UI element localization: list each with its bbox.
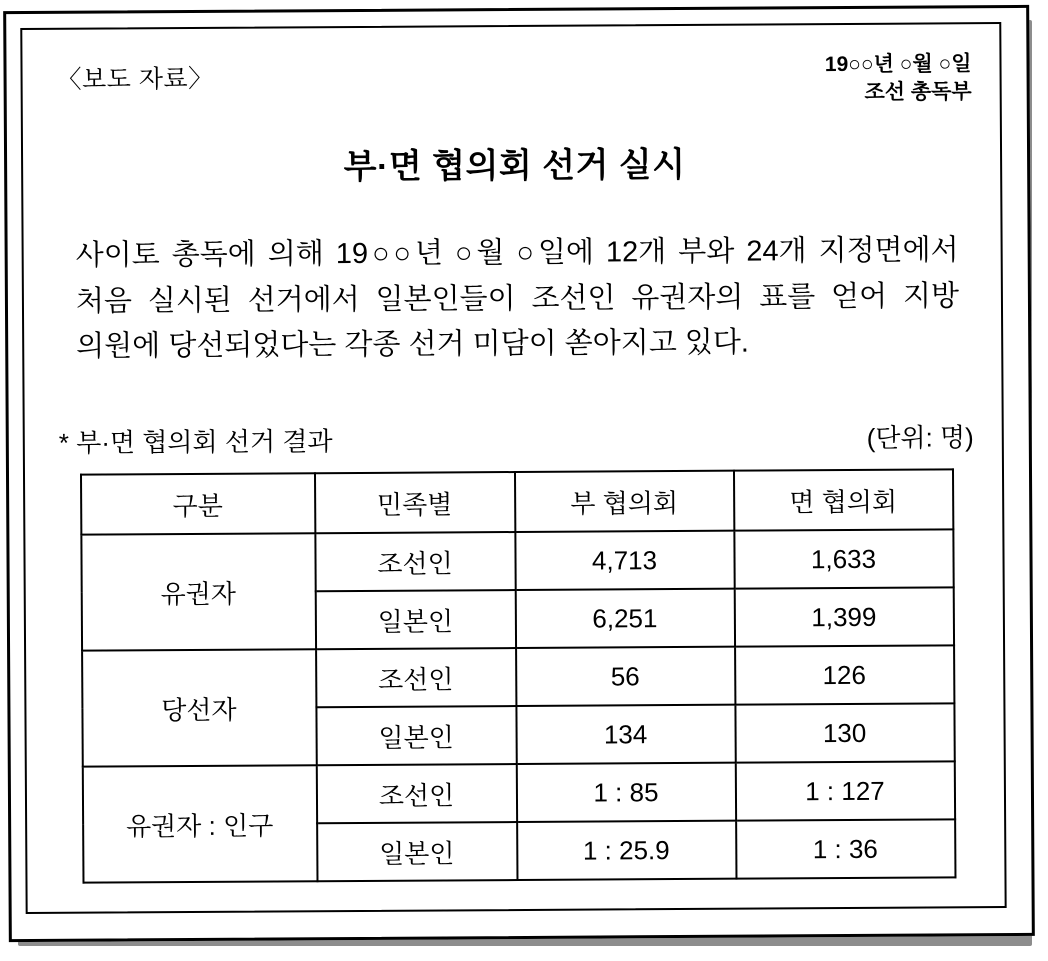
table-header-cell: 구분: [80, 473, 314, 534]
table-ethnic-cell: 일본인: [316, 706, 516, 765]
table-value-cell: 1,399: [734, 587, 953, 646]
table-value-cell: 4,713: [515, 531, 734, 590]
table-value-cell: 134: [516, 705, 735, 764]
document-body-paragraph: 사이토 총독에 의해 19○○년 ○월 ○일에 12개 부와 24개 지정면에서 처음 실시된 선거에서 일본인들이 조선인 유권자의 표를 얻어 지방 의원에 당선되었다는 각종 선거 미담이 쏟아지고 있다.: [75, 233, 960, 364]
document-issuer: 조선 총독부: [864, 80, 972, 105]
table-value-cell: 1 : 85: [516, 763, 735, 822]
paper-outer-border: [3, 5, 1035, 942]
table-row: [82, 645, 954, 708]
table-header-cell: 부 협의회: [514, 471, 733, 532]
table-header-cell: 민족별: [314, 472, 514, 533]
table-row: [81, 529, 953, 592]
table-value-cell: 56: [516, 647, 735, 706]
page-title: 부·면 협의회 선거 실시: [343, 145, 686, 186]
election-result-table: [79, 468, 955, 883]
table-value-cell: 1 : 127: [735, 761, 954, 820]
table-value-cell: 6,251: [515, 589, 734, 648]
table-value-cell: 130: [735, 703, 954, 762]
table-ethnic-cell: 조선인: [316, 648, 516, 707]
table-group-cell: 유권자 : 인구: [82, 765, 317, 882]
table-header-row: [80, 469, 952, 534]
paper-inner-border: [20, 22, 1006, 914]
table-ethnic-cell: 조선인: [315, 532, 515, 591]
document-date: 19○○년 ○월 ○일: [824, 52, 972, 77]
table-group-cell: 유권자: [81, 533, 316, 650]
table-row: [82, 761, 954, 824]
document-header: [56, 50, 971, 112]
table-caption: * 부·면 협의회 선거 결과: [58, 426, 333, 458]
table-value-cell: 126: [735, 645, 954, 704]
table-value-cell: 1 : 25.9: [517, 821, 736, 880]
table-group-cell: 당선자: [82, 649, 317, 766]
document-kind-label: 〈보도 자료〉: [56, 64, 214, 94]
table-ethnic-cell: 일본인: [317, 822, 517, 881]
table-value-cell: 1,633: [734, 529, 953, 588]
table-value-cell: 1 : 36: [736, 819, 955, 878]
document-content: [56, 50, 976, 884]
table-caption-row: [59, 417, 974, 460]
table-ethnic-cell: 일본인: [315, 590, 515, 649]
document-meta: [825, 50, 972, 108]
table-header-cell: 면 협의회: [733, 469, 952, 530]
table-unit-note: (단위: 명): [866, 422, 974, 454]
table-ethnic-cell: 조선인: [316, 764, 516, 823]
